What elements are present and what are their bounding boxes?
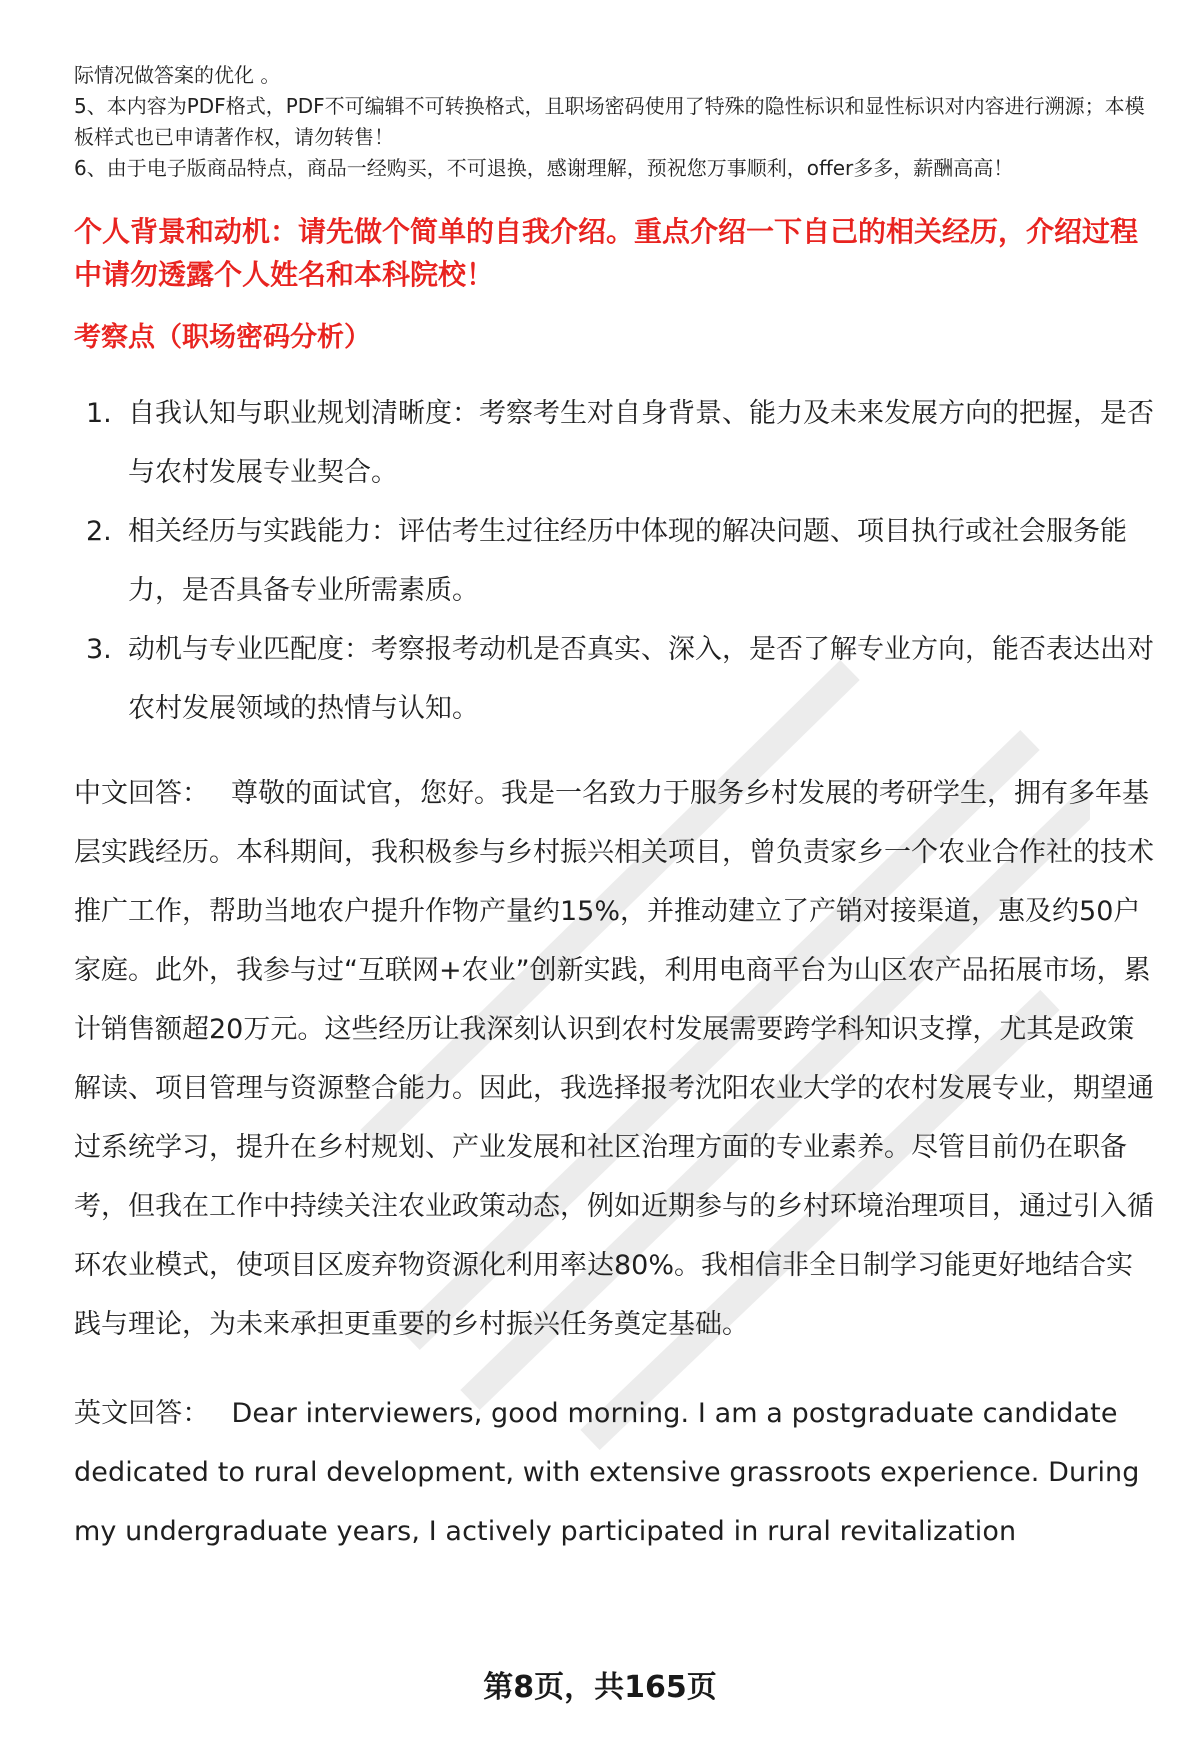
english-answer-label: 英文回答： <box>74 1398 210 1429</box>
english-answer <box>74 1384 1154 1561</box>
question-heading: 个人背景和动机：请先做个简单的自我介绍。重点介绍一下自己的相关经历，介绍过程中请勿透露个人姓名和本科院校！ <box>74 215 1139 291</box>
list-item: 3. 动机与专业匹配度：考察报考动机是否真实、深入，是否了解专业方向，能否表达出对农村发展领域的热情与认知。 <box>86 634 1154 724</box>
chinese-answer <box>74 764 1154 1354</box>
chinese-answer-label: 中文回答： <box>74 778 209 809</box>
page-number: 第8页，共165页 <box>483 1670 717 1705</box>
note-line-5: 5、本内容为PDF格式，PDF不可编辑不可转换格式，且职场密码使用了特殊的隐性标识和显性标识对内容进行溯源；本模板样式也已申请著作权，请勿转售！ <box>74 94 1145 149</box>
list-item: 2. 相关经历与实践能力：评估考生过往经历中体现的解决问题、项目执行或社会服务能力，是否具备专业所需素质。 <box>86 516 1127 606</box>
analysis-title: 考察点（职场密码分析） <box>74 322 371 353</box>
document-page <box>74 60 1154 1561</box>
analysis-points <box>74 384 1154 738</box>
chinese-answer-text: 尊敬的面试官，您好。我是一名致力于服务乡村发展的考研学生，拥有多年基层实践经历。本科期间，我积极参与乡村振兴相关项目，曾负责家乡一个农业合作社的技术推广工作，帮助当地农户提升作物产量约15%，并推动建立了产销对接渠道，惠及约50户家庭。此外，我参与过“互联网+农业”创新实践，利用电商平台为山区农产品拓展市场，累计销售额超20万元。这些经历让我深刻认识到农村发展需要跨学科知识支撑，尤其是政策解读、项目管理与资源整合能力。因此，我选择报考沈阳农业大学的农村发展专业，期望通过系统学习，提升在乡村规划、产业发展和社区治理方面的专业素养。尽管目前仍在职备考，但我在工作中持续关注农业政策动态，例如近期参与的乡村环境治理项目，通过引入循环农业模式，使项目区废弃物资源化利用率达80%。我相信非全日制学习能更好地结合实践与理论，为未来承担更重要的乡村振兴任务奠定基础。 <box>74 778 1154 1340</box>
notes-block <box>74 60 1154 184</box>
list-item: 1. 自我认知与职业规划清晰度：考察考生对自身背景、能力及未来发展方向的把握，是否与农村发展专业契合。 <box>86 398 1154 488</box>
note-line-6: 6、由于电子版商品特点，商品一经购买，不可退换，感谢理解，预祝您万事顺利，offer多多，薪酬高高！ <box>74 156 1014 180</box>
note-line-0: 际情况做答案的优化 。 <box>74 63 281 87</box>
english-answer-text: Dear interviewers, good morning. I am a postgraduate candidate dedicated to rural development, with extensive grassroots experience. During my undergraduate years, I actively participated in rural revitalization <box>74 1398 1140 1547</box>
